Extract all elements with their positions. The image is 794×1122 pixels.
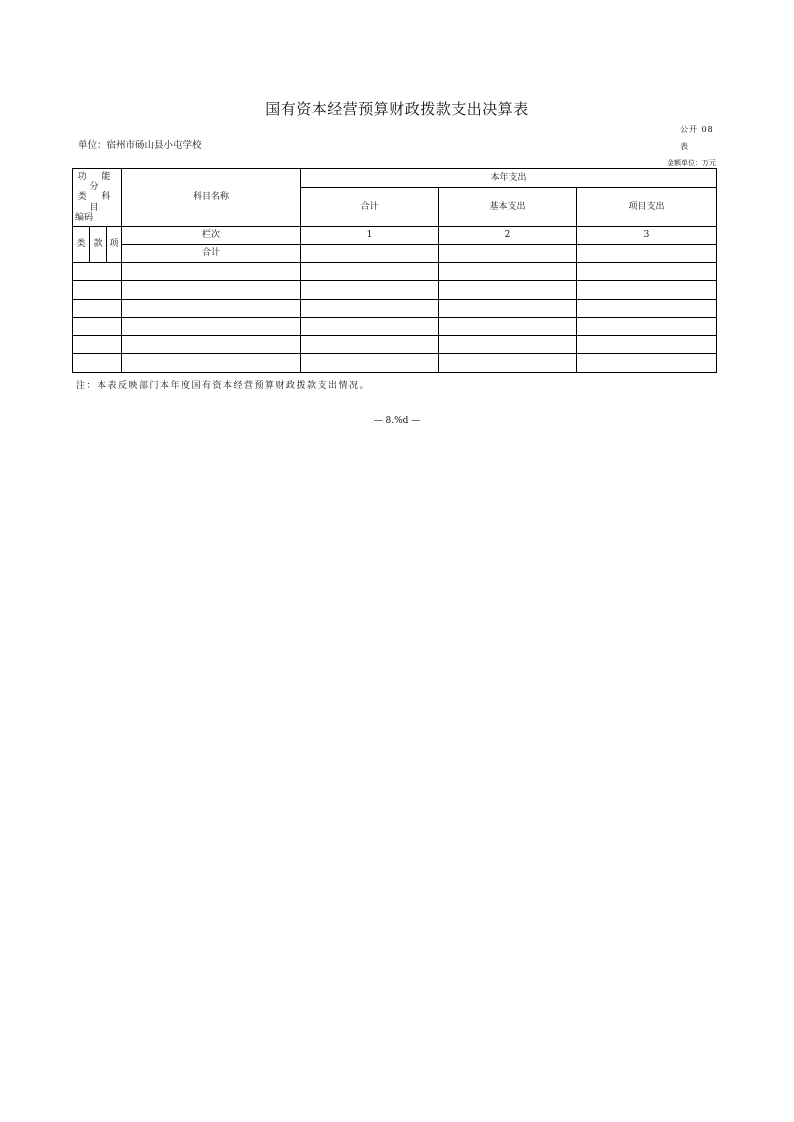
row-project-cell: [577, 317, 717, 335]
total-project-cell: [577, 245, 717, 263]
row-project-cell: [577, 281, 717, 299]
total-row: [73, 245, 717, 263]
table-row: [73, 317, 717, 335]
row-basic-cell: [439, 281, 577, 299]
sub-header-kuan: [90, 227, 107, 263]
sub-header-xiang: [107, 227, 122, 263]
header-row-1: [73, 169, 717, 188]
table-row: [73, 299, 717, 317]
sub-header-kuan-label: 款: [93, 239, 103, 250]
row-code-cell: [73, 299, 122, 317]
column-index-label: 栏次: [202, 230, 221, 241]
function-code-header: [73, 169, 122, 227]
row-basic-cell: [439, 336, 577, 354]
sub-header-lei: [73, 227, 90, 263]
row-total-cell: [301, 317, 439, 335]
col-total-label: 合计: [360, 201, 379, 212]
col-basic-header: [439, 188, 577, 227]
row-basic-cell: [439, 354, 577, 372]
form-code: [680, 121, 728, 155]
column-index-1-value: 1: [366, 230, 373, 241]
expenditure-table: [72, 168, 717, 373]
col-project-label: 项目支出: [628, 201, 665, 212]
total-sum-cell: [301, 245, 439, 263]
current-year-expenditure-label: 本年支出: [490, 172, 527, 183]
total-label-cell: [122, 245, 301, 263]
col-total-header: [301, 188, 439, 227]
table-row: [73, 354, 717, 372]
function-code-header-line-3: 编码: [75, 213, 94, 224]
row-total-cell: [301, 263, 439, 281]
table-row: [73, 281, 717, 299]
row-total-cell: [301, 281, 439, 299]
function-code-header-line-2: 类 科 目: [77, 192, 117, 213]
page-title: 国有资本经营预算财政拨款支出决算表: [265, 100, 529, 118]
row-name-cell: [122, 299, 301, 317]
row-total-cell: [301, 354, 439, 372]
sub-header-xiang-label: 项: [109, 239, 119, 250]
row-total-cell: [301, 336, 439, 354]
total-basic-cell: [439, 245, 577, 263]
column-index-label-cell: [122, 227, 301, 245]
row-project-cell: [577, 263, 717, 281]
row-code-cell: [73, 336, 122, 354]
amount-unit-label: 金额单位：万元: [667, 159, 716, 167]
row-name-cell: [122, 263, 301, 281]
row-total-cell: [301, 299, 439, 317]
subject-name-header-label: 科目名称: [193, 192, 230, 203]
function-code-header-line-1: 功 能 分: [77, 171, 117, 192]
column-index-2: [439, 227, 577, 245]
unit-label: 单位：宿州市砀山县小屯学校: [78, 140, 202, 151]
subject-name-header: [122, 169, 301, 227]
row-basic-cell: [439, 263, 577, 281]
row-name-cell: [122, 317, 301, 335]
form-code-line-2: 表: [680, 142, 689, 151]
col-project-header: [577, 188, 717, 227]
row-code-cell: [73, 281, 122, 299]
table-row: [73, 263, 717, 281]
row-project-cell: [577, 299, 717, 317]
row-name-cell: [122, 281, 301, 299]
row-name-cell: [122, 336, 301, 354]
column-index-1: [301, 227, 439, 245]
col-basic-label: 基本支出: [489, 201, 526, 212]
column-index-2-value: 2: [504, 230, 511, 241]
column-index-3-value: 3: [643, 230, 650, 241]
row-code-cell: [73, 317, 122, 335]
row-name-cell: [122, 354, 301, 372]
total-label: 合计: [202, 248, 221, 259]
row-basic-cell: [439, 317, 577, 335]
column-index-3: [577, 227, 717, 245]
row-code-cell: [73, 354, 122, 372]
row-project-cell: [577, 336, 717, 354]
row-code-cell: [73, 263, 122, 281]
row-project-cell: [577, 354, 717, 372]
table-note: 注：本表反映部门本年度国有资本经营预算财政拨款支出情况。: [76, 381, 371, 391]
column-index-row: [73, 227, 717, 245]
table-row: [73, 336, 717, 354]
current-year-expenditure-header: [301, 169, 717, 188]
row-basic-cell: [439, 299, 577, 317]
form-code-line-1: 公开 08: [680, 125, 714, 134]
page-number: — 8.%d —: [373, 416, 421, 426]
sub-header-lei-label: 类: [76, 239, 86, 250]
